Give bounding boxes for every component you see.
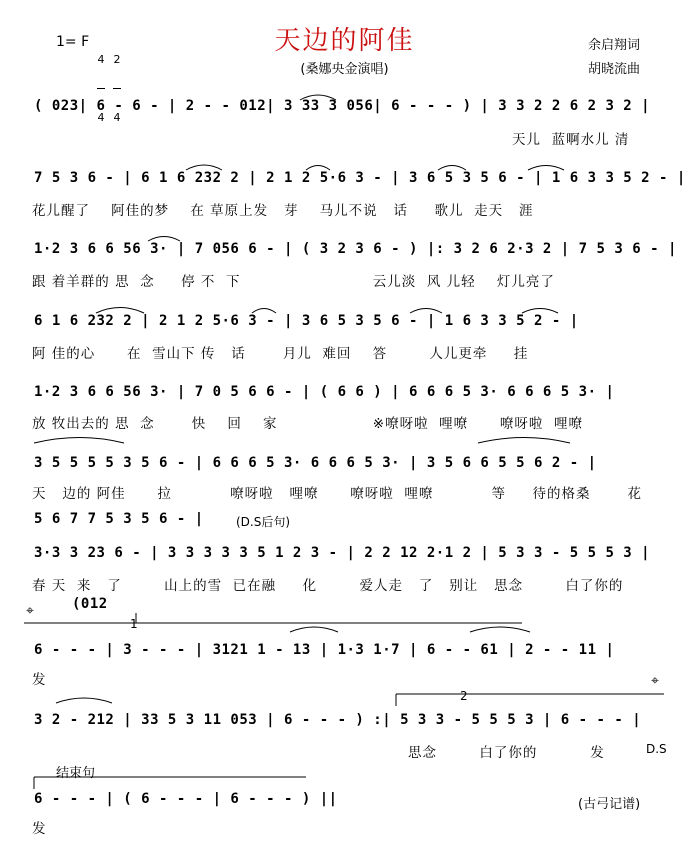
notation-row-3: 1·2 3 6 6 56 3· | 7 056 6 - | ( 3 2 3 6 - ) |: 3 2 6 2·3 2 | 7 5 3 6 - | — [34, 241, 677, 257]
slur — [186, 165, 222, 170]
time-sig-2-bottom: 4 — [113, 111, 121, 124]
slur — [56, 698, 112, 703]
notation-row-6: 3 5 5 5 5 3 5 6 - | 6 6 6 5 3· 6 6 6 5 3· | 3 5 6 6 5 5 6 2 - | — [34, 455, 597, 471]
slur — [148, 237, 180, 242]
lyrics-row-9: 发 — [32, 672, 47, 688]
coda-icon: ⌖ — [26, 603, 34, 619]
notation-row-2: 7 5 3 6 - | 6 1 6 232 2 | 2 1 2 5·6 3 - | 3 6 5 3 5 6 - | 1 6 3 3 5 2 - | — [34, 170, 686, 186]
lyrics-row-8: 春 天 来 了 山上的雪 已在融 化 爱人走 了 别让 思念 白了你的 — [32, 578, 624, 594]
slur — [478, 438, 570, 444]
ds-note: (D.S后句) — [236, 515, 291, 529]
notation-row-5: 1·2 3 6 6 56 3· | 7 0 5 6 6 - | ( 6 6 ) | 6 6 6 5 3· 6 6 6 5 3· | — [34, 384, 615, 400]
slur — [410, 309, 442, 314]
notation-row-9: 6 - - - | 3 - - - | 3121 1 - 13 | 1·3 1·7 | 6 - - 61 | 2 - - 11 | — [34, 642, 615, 658]
time-sig-1-top: 4 — [97, 53, 105, 66]
notation-row-11: 6 - - - | ( 6 - - - | 6 - - - ) || — [34, 791, 338, 807]
ending-1-label: 1 — [130, 617, 138, 631]
slur — [470, 627, 530, 632]
lyrics-row-5: 放 牧出去的 思 念 快 回 家 ※嘹呀啦 哩嘹 嘹呀啦 哩嘹 — [32, 416, 584, 432]
lyrics-row-1: 天儿 蓝啊水儿 清 — [512, 132, 630, 148]
notation-row-8: 3·3 3 23 6 - | 3 3 3 3 3 5 1 2 3 - | 2 2 12 2·1 2 | 5 3 3 - 5 5 5 3 | — [34, 545, 651, 561]
song-title: 天边的阿佳 — [274, 26, 415, 56]
slur — [306, 166, 330, 171]
lyrics-row-10: 思念 白了你的 发 — [408, 745, 605, 761]
notation-row-1: ( 023| 6 - 6 - | 2 - - 012| 3 33 3 056| 6 - - - ) | 3 3 2 2 6 2 3 2 | — [34, 98, 651, 114]
notation-row-4: 6 1 6 232 2 | 2 1 2 5·6 3 - | 3 6 5 3 5 6 - | 1 6 3 3 5 2 - | — [34, 313, 579, 329]
slur — [96, 308, 144, 314]
slur — [34, 438, 124, 444]
key-signature: 1= F — [56, 34, 90, 50]
notation-row-10: 3 2 - 212 | 33 5 3 11 053 | 6 - - - ) :| 5 3 3 - 5 5 5 3 | 6 - - - | — [34, 712, 642, 728]
lyrics-row-6: 天 边的 阿佳 拉 嘹呀啦 哩嘹 嘹呀啦 哩嘹 等 待的格桑 花 — [32, 486, 643, 502]
lyrics-row-2: 花儿醒了 阿佳的梦 在 草原上发 芽 马儿不说 话 歌儿 走天 涯 — [32, 203, 534, 219]
composer-credit: 胡晓流曲 — [588, 62, 641, 77]
slur — [528, 166, 564, 171]
slur — [438, 166, 466, 171]
time-sig-2-top: 2 — [113, 53, 121, 66]
coda-icon-right: ⌖ — [651, 673, 659, 689]
lyrics-row-3: 跟 着羊群的 思 念 停 不 下 云儿淡 风 儿轻 灯儿亮了 — [32, 274, 555, 290]
performer-credit: (桑娜央金演唱) — [300, 62, 389, 77]
lyrics-row-11: 发 — [32, 821, 47, 837]
ds-mark: D.S — [646, 742, 667, 756]
slur — [252, 309, 276, 314]
pickup-notes: (012 — [72, 596, 108, 612]
slur — [290, 627, 338, 632]
ending-phrase-label: 结束句 — [56, 766, 96, 781]
slur — [300, 95, 336, 100]
lyricist-credit: 余启翔词 — [588, 38, 641, 53]
transcriber-credit: (古弓记谱) — [578, 797, 641, 812]
slur — [522, 309, 558, 314]
notation-row-7: 5 6 7 7 5 3 5 6 - | — [34, 511, 204, 527]
lyrics-row-4: 阿 佳的心 在 雪山下 传 话 月儿 难回 答 人儿更牵 挂 — [32, 346, 529, 362]
ending-2-label: 2 — [460, 689, 468, 703]
time-sig-1-bottom: 4 — [97, 111, 105, 124]
